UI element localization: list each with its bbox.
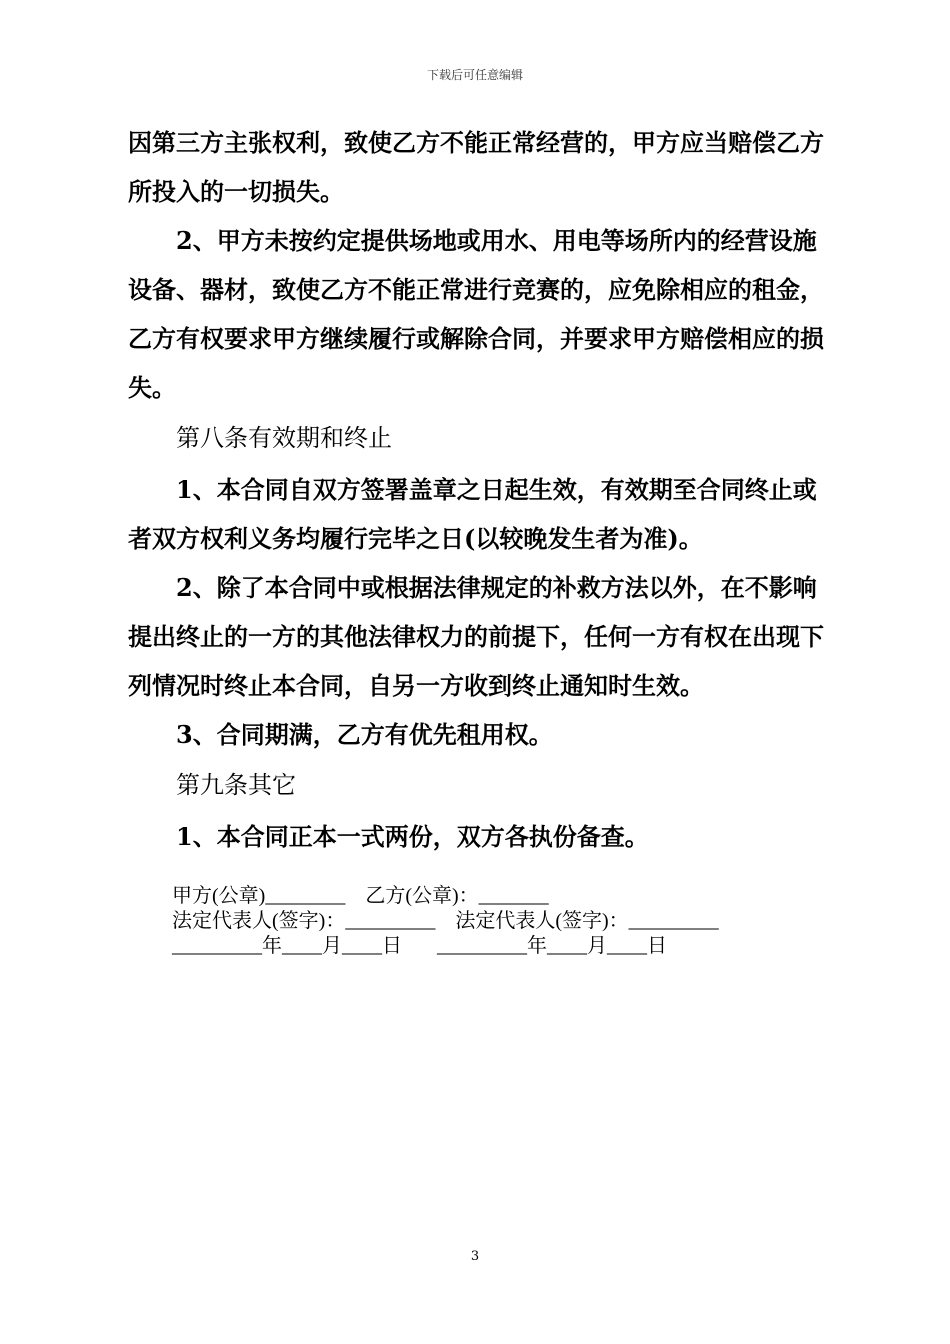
clause-8-1: 1、本合同自双方签署盖章之日起生效，有效期至合同终止或者双方权利义务均履行完毕之日(以较晚发生者为准)。 (128, 475, 817, 553)
signature-seal-line: 甲方(公章)________ 乙方(公章)：_______ (172, 885, 549, 907)
page-header: 下载后可任意编辑 (426, 68, 523, 82)
clause-7-2: 2、甲方未按约定提供场地或用水、用电等场所内的经营设施设备、器材，致使乙方不能正常进行竞赛的，应免除相应的租金，乙方有权要求甲方继续履行或解除合同，并要求甲方赔偿相应的损失。 (128, 226, 824, 402)
clause-8-2: 2、除了本合同中或根据法律规定的补救方法以外，在不影响提出终止的一方的其他法律权力的前提下，任何一方有权在出现下列情况时终止本合同，自另一方收到终止通知时生效。 (128, 573, 824, 700)
page-number: 3 (470, 1249, 480, 1264)
document-body (128, 118, 828, 861)
signature-representative-line: 法定代表人(签字)：_________ 法定代表人(签字)：_________ (172, 910, 719, 932)
clause-9-1: 1、本合同正本一式两份，双方各执份备查。 (176, 822, 649, 851)
clause-8-3: 3、合同期满，乙方有优先租用权。 (176, 720, 553, 749)
paragraph-continuation: 因第三方主张权利，致使乙方不能正常经营的，甲方应当赔偿乙方所投入的一切损失。 (128, 128, 824, 206)
article-8-heading: 第八条有效期和终止 (176, 424, 392, 452)
signature-date-line: _________年____月____日 _________年____月____日 (172, 935, 667, 957)
signature-block (172, 884, 822, 959)
article-9-heading: 第九条其它 (176, 771, 296, 799)
